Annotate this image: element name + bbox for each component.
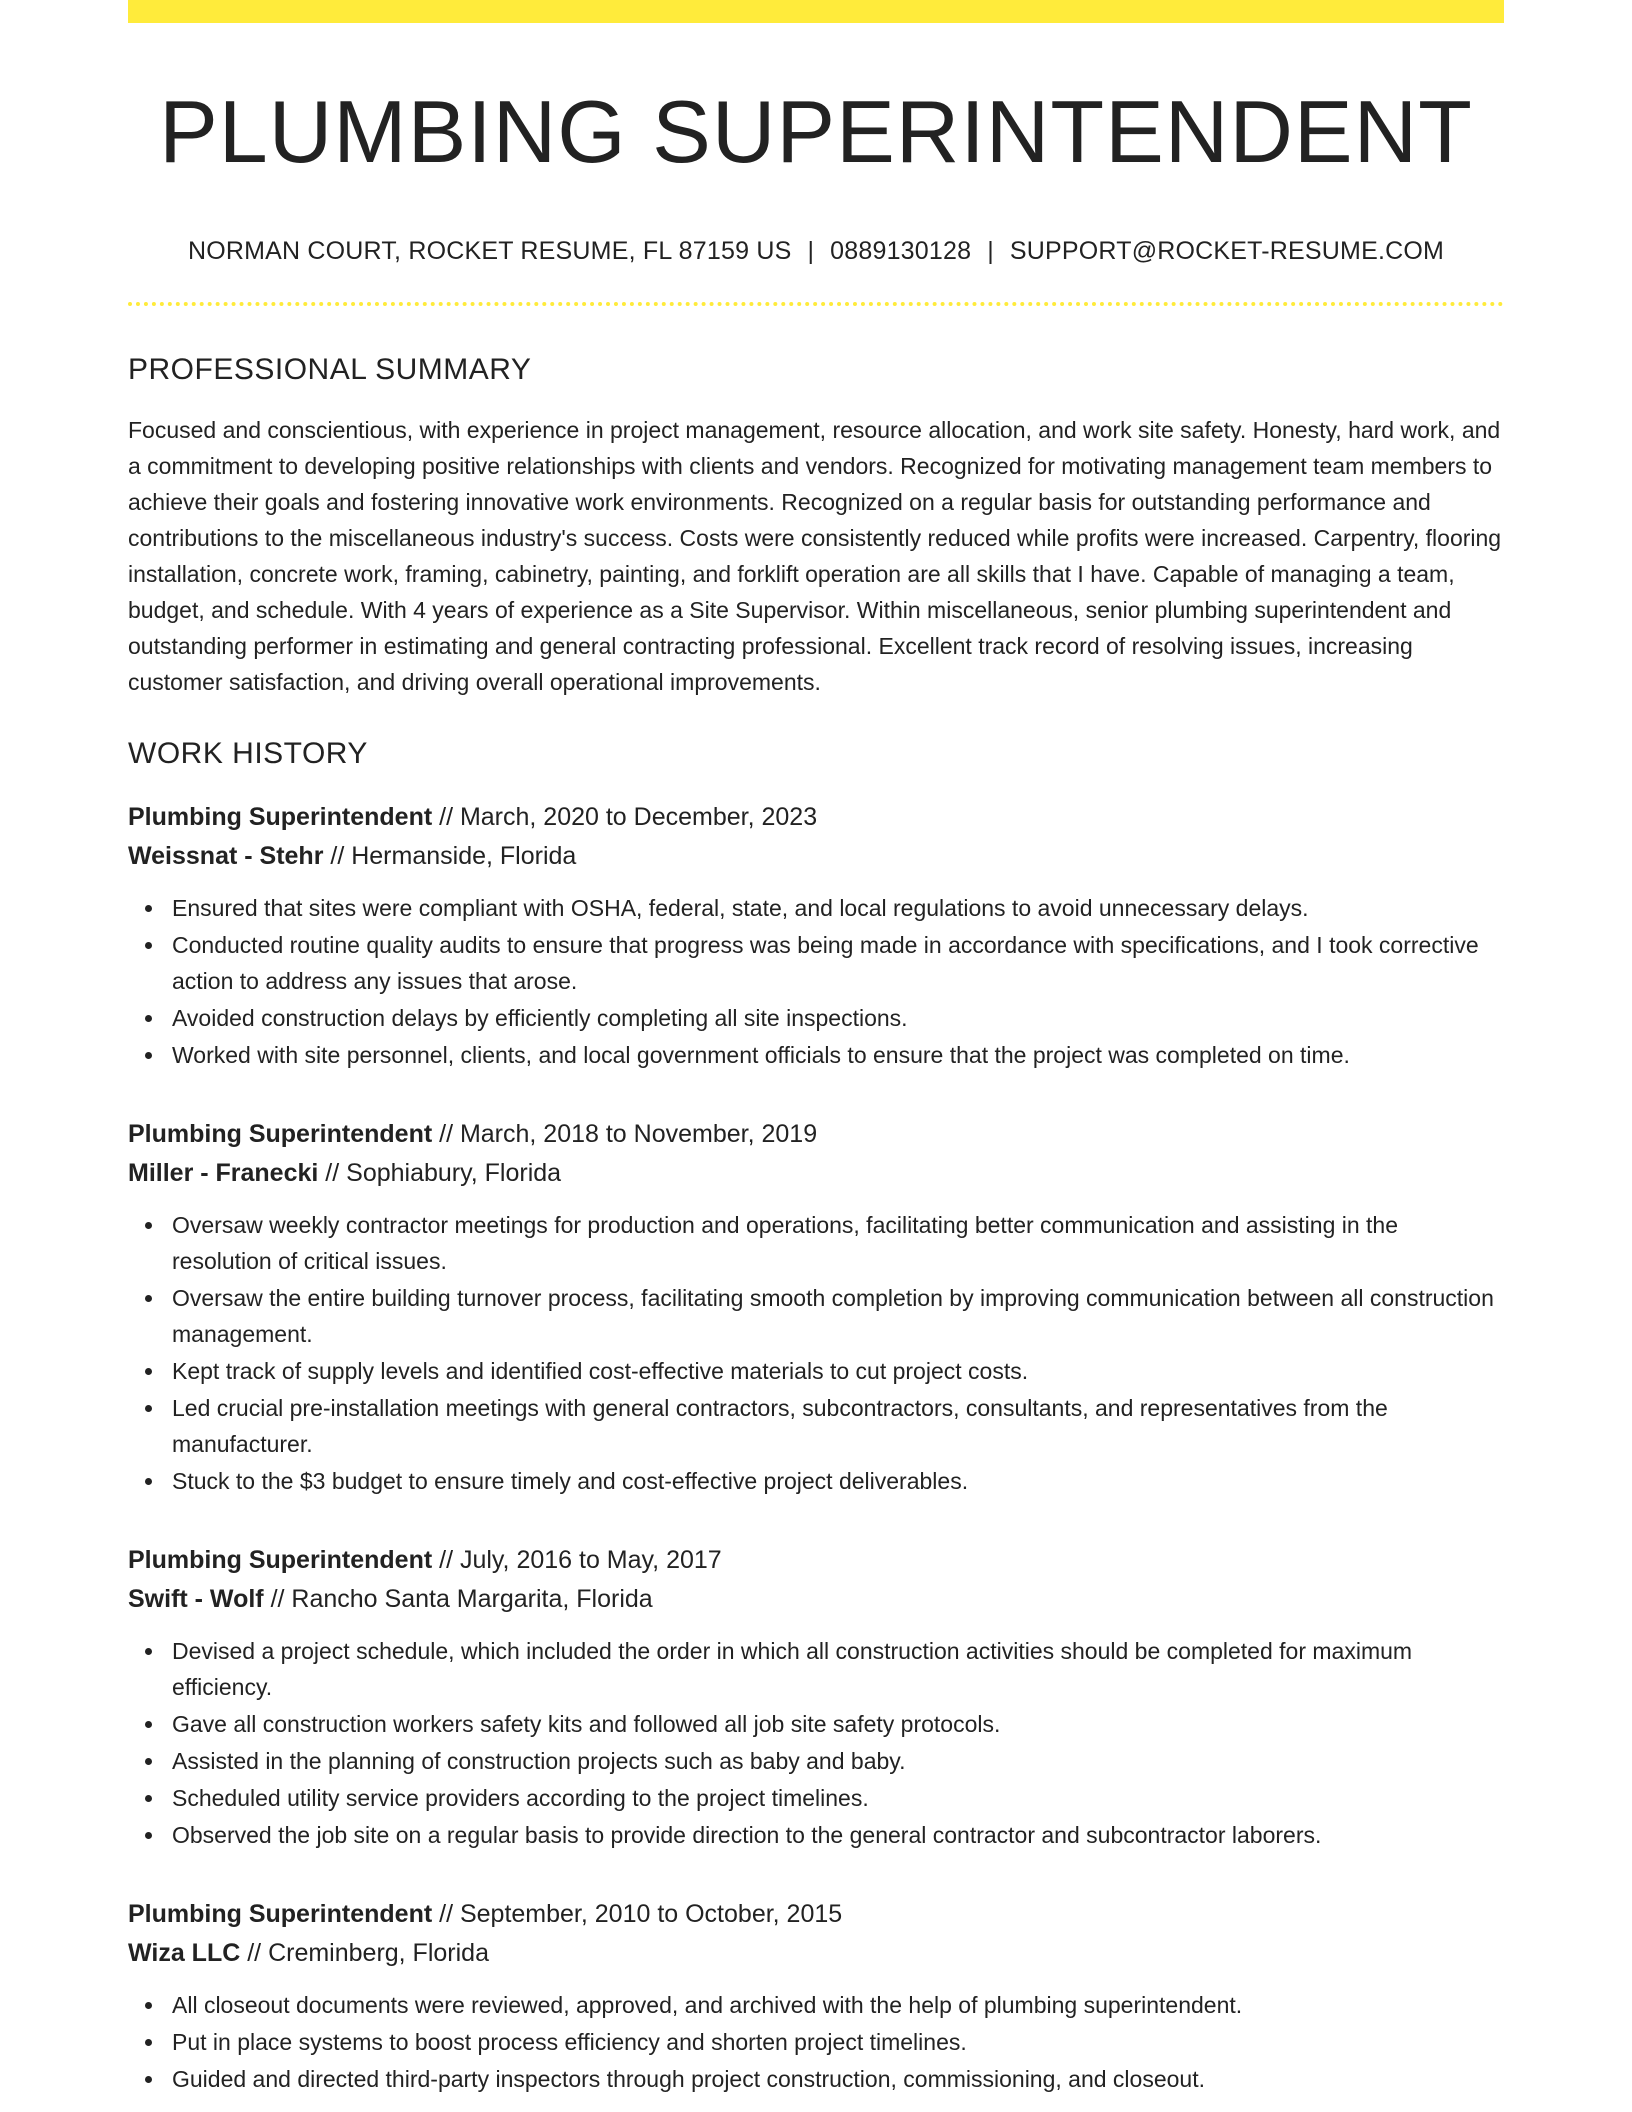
job-bullet: Gave all construction workers safety kits and followed all job site safety protocols. — [172, 1706, 1504, 1742]
job-dates: // July, 2016 to May, 2017 — [432, 1546, 722, 1575]
job-title-line — [128, 1895, 1504, 1934]
job-company: Swift - Wolf — [128, 1585, 264, 1614]
job-bullet: Stuck to the $3 budget to ensure timely and cost-effective project deliverables. — [172, 1463, 1504, 1499]
contact-address: NORMAN COURT, ROCKET RESUME, FL 87159 US — [187, 237, 792, 266]
job-bullet: Observed the job site on a regular basis to provide direction to the general contractor and subcontractor laborers. — [172, 1817, 1504, 1853]
job-company: Wiza LLC — [128, 1939, 241, 1968]
job-dates: // March, 2020 to December, 2023 — [432, 803, 818, 832]
job-location: // Sophiabury, Florida — [318, 1159, 562, 1188]
job-bullet: Scheduled utility service providers according to the project timelines. — [172, 1780, 1504, 1816]
job-bullet: Kept track of supply levels and identified cost-effective materials to cut project costs. — [172, 1353, 1504, 1389]
job-entry — [128, 1895, 1504, 2097]
job-location: // Hermanside, Florida — [323, 842, 577, 871]
job-bullet: Assisted in the planning of construction projects such as baby and baby. — [172, 1743, 1504, 1779]
contact-line — [128, 236, 1504, 266]
job-bullet: Oversaw weekly contractor meetings for production and operations, facilitating better communication and assisting in the resolution of critical issues. — [172, 1207, 1504, 1279]
job-dates: // March, 2018 to November, 2019 — [432, 1120, 818, 1149]
contact-email[interactable]: SUPPORT@ROCKET-RESUME.COM — [1009, 237, 1445, 266]
job-entry — [128, 1115, 1504, 1499]
job-company: Weissnat - Stehr — [128, 842, 324, 871]
job-bullet-list — [128, 890, 1504, 1073]
dotted-divider — [128, 302, 1504, 306]
job-company-line — [128, 1934, 1504, 1973]
job-company-line — [128, 1154, 1504, 1193]
summary-section-title: PROFESSIONAL SUMMARY — [128, 353, 532, 387]
job-location: // Creminberg, Florida — [240, 1939, 489, 1968]
job-bullet: Conducted routine quality audits to ensure that progress was being made in accordance with specifications, and I took corrective action to address any issues that arose. — [172, 927, 1504, 999]
job-bullet: Avoided construction delays by efficiently completing all site inspections. — [172, 1000, 1504, 1036]
job-bullet-list — [128, 1207, 1504, 1499]
contact-separator: | — [987, 237, 994, 266]
job-entry — [128, 798, 1504, 1073]
job-bullet: Oversaw the entire building turnover process, facilitating smooth completion by improving communication between all construction management. — [172, 1280, 1504, 1352]
resume-name-heading: PLUMBING SUPERINTENDENT — [159, 82, 1473, 181]
contact-phone: 0889130128 — [830, 237, 972, 266]
resume-page — [128, 0, 1504, 2098]
job-dates: // September, 2010 to October, 2015 — [432, 1900, 843, 1929]
contact-separator: | — [807, 237, 815, 266]
job-company: Miller - Franecki — [128, 1159, 319, 1188]
summary-text: Focused and conscientious, with experience in project management, resource allocation, and work site safety. Honesty, hard work, and a commitment to developing positive relationships with clients and vendors. Recognized for motivating management team members to achieve their goals and fostering innovative work environments. Recognized on a regular basis for outstanding performance and contributions to the miscellaneous industry's success. Costs were consistently reduced while profits were increased. Carpentry, flooring installation, concrete work, framing, cabinetry, painting, and forklift operation are all skills that I have. Capable of managing a team, budget, and schedule. With 4 years of experience as a Site Supervisor. Within miscellaneous, senior plumbing superintendent and outstanding performer in estimating and general contracting professional. Excellent track record of resolving issues, increasing customer satisfaction, and driving overall operational improvements. — [128, 417, 1502, 696]
job-title-line — [128, 1115, 1504, 1154]
job-company-line — [128, 1580, 1504, 1619]
accent-top-bar — [128, 0, 1504, 23]
job-bullet: Led crucial pre-installation meetings with general contractors, subcontractors, consultants, and representatives from the manufacturer. — [172, 1390, 1504, 1462]
job-title-line — [128, 798, 1504, 837]
job-bullet: Worked with site personnel, clients, and local government officials to ensure that the project was completed on time. — [172, 1037, 1504, 1073]
job-title-line — [128, 1541, 1504, 1580]
job-role: Plumbing Superintendent — [128, 1546, 433, 1575]
job-entry — [128, 1541, 1504, 1853]
job-role: Plumbing Superintendent — [128, 803, 433, 832]
job-role: Plumbing Superintendent — [128, 1900, 433, 1929]
work-history-section-title: WORK HISTORY — [128, 737, 368, 771]
job-company-line — [128, 837, 1504, 876]
job-bullet-list — [128, 1987, 1504, 2097]
job-bullet: Ensured that sites were compliant with OSHA, federal, state, and local regulations to avoid unnecessary delays. — [172, 890, 1504, 926]
job-bullet: Put in place systems to boost process efficiency and shorten project timelines. — [172, 2024, 1504, 2060]
job-bullet: Devised a project schedule, which included the order in which all construction activities should be completed for maximum efficiency. — [172, 1633, 1504, 1705]
job-location: // Rancho Santa Margarita, Florida — [263, 1585, 653, 1614]
job-role: Plumbing Superintendent — [128, 1120, 433, 1149]
job-bullet: Guided and directed third-party inspectors through project construction, commissioning, and closeout. — [172, 2061, 1504, 2097]
job-bullet-list — [128, 1633, 1504, 1853]
job-bullet: All closeout documents were reviewed, approved, and archived with the help of plumbing superintendent. — [172, 1987, 1504, 2023]
